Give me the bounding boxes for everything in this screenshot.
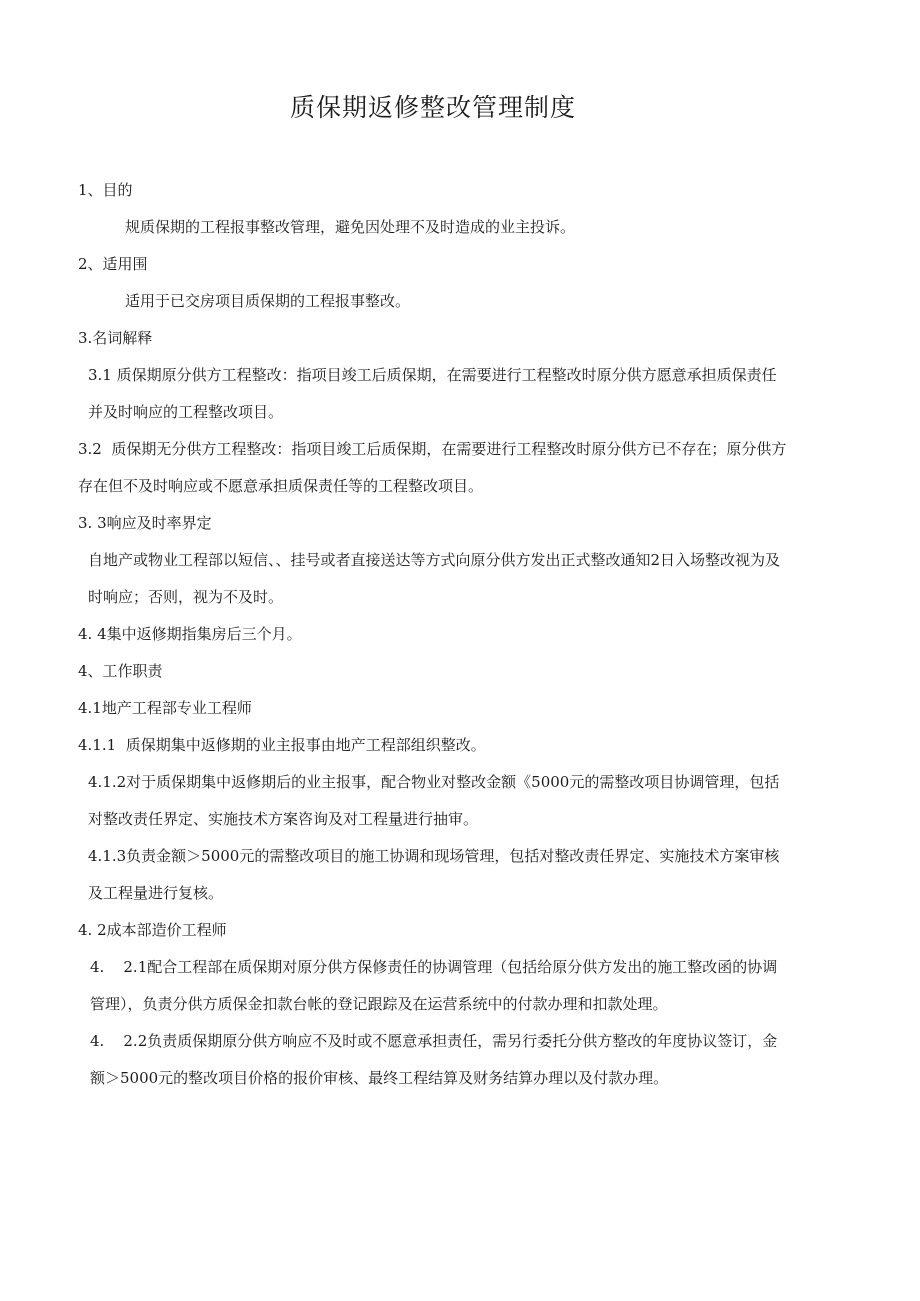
paragraph-duty-4-1-1: 4.1.1 质保期集中返修期的业主报事由地产工程部组织整改。 — [78, 736, 486, 754]
paragraph-definition-3-3: 自地产或物业工程部以短信、、挂号或者直接送达等方式向原分供方发出正式整改通知2日入场整改视为及时响应；否则，视为不及时。 — [88, 551, 781, 606]
document-body — [78, 172, 790, 1097]
paragraph-scope: 适用于已交房项目质保期的工程报事整改。 — [125, 292, 411, 310]
section-heading-definitions: 3.名词解释 — [78, 329, 153, 347]
paragraph-definition-3-4: 4. 4集中返修期指集房后三个月。 — [78, 625, 302, 643]
paragraph-duty-4-2-2: 4. 2.2负责质保期原分供方响应不及时或不愿意承担责任，需另行委托分供方整改的年度协议签订，金额＞5000元的整改项目价格的报价审核、最终工程结算及财务结算办理以及付款办理。 — [90, 1032, 778, 1087]
paragraph-definition-3-2: 3.2 质保期无分供方工程整改：指项目竣工后质保期，在需要进行工程整改时原分供方已不存在；原分供方存在但不及时响应或不愿意承担质保责任等的工程整改项目。 — [78, 440, 787, 495]
section-heading-purpose: 1、目的 — [78, 181, 133, 199]
paragraph-duty-4-1-3: 4.1.3负责金额＞5000元的需整改项目的施工协调和现场管理，包括对整改责任界定、实施技术方案审核及工程量进行复核。 — [88, 847, 780, 902]
section-heading-scope: 2、适用围 — [78, 255, 148, 273]
document-title: 质保期返修整改管理制度 — [289, 93, 576, 122]
subheading-duties-4-2: 4. 2成本部造价工程师 — [78, 921, 227, 939]
subheading-duties-4-1: 4.1地产工程部专业工程师 — [78, 699, 252, 717]
subheading-definition-3-3: 3. 3响应及时率界定 — [78, 514, 212, 532]
paragraph-purpose: 规质保期的工程报事整改管理，避免因处理不及时造成的业主投诉。 — [125, 218, 576, 236]
section-heading-duties: 4、工作职责 — [78, 662, 163, 680]
paragraph-definition-3-1: 3.1 质保期原分供方工程整改：指项目竣工后质保期，在需要进行工程整改时原分供方愿意承担质保责任并及时响应的工程整改项目。 — [88, 366, 777, 421]
paragraph-duty-4-2-1: 4. 2.1配合工程部在质保期对原分供方保修责任的协调管理（包括给原分供方发出的施工整改函的协调管理），负责分供方质保金扣款台帐的登记跟踪及在运营系统中的付款办理和扣款处理。 — [90, 958, 778, 1013]
paragraph-duty-4-1-2: 4.1.2对于质保期集中返修期后的业主报事，配合物业对整改金额《5000元的需整改项目协调管理，包括对整改责任界定、实施技术方案咨询及对工程量进行抽审。 — [88, 773, 780, 828]
